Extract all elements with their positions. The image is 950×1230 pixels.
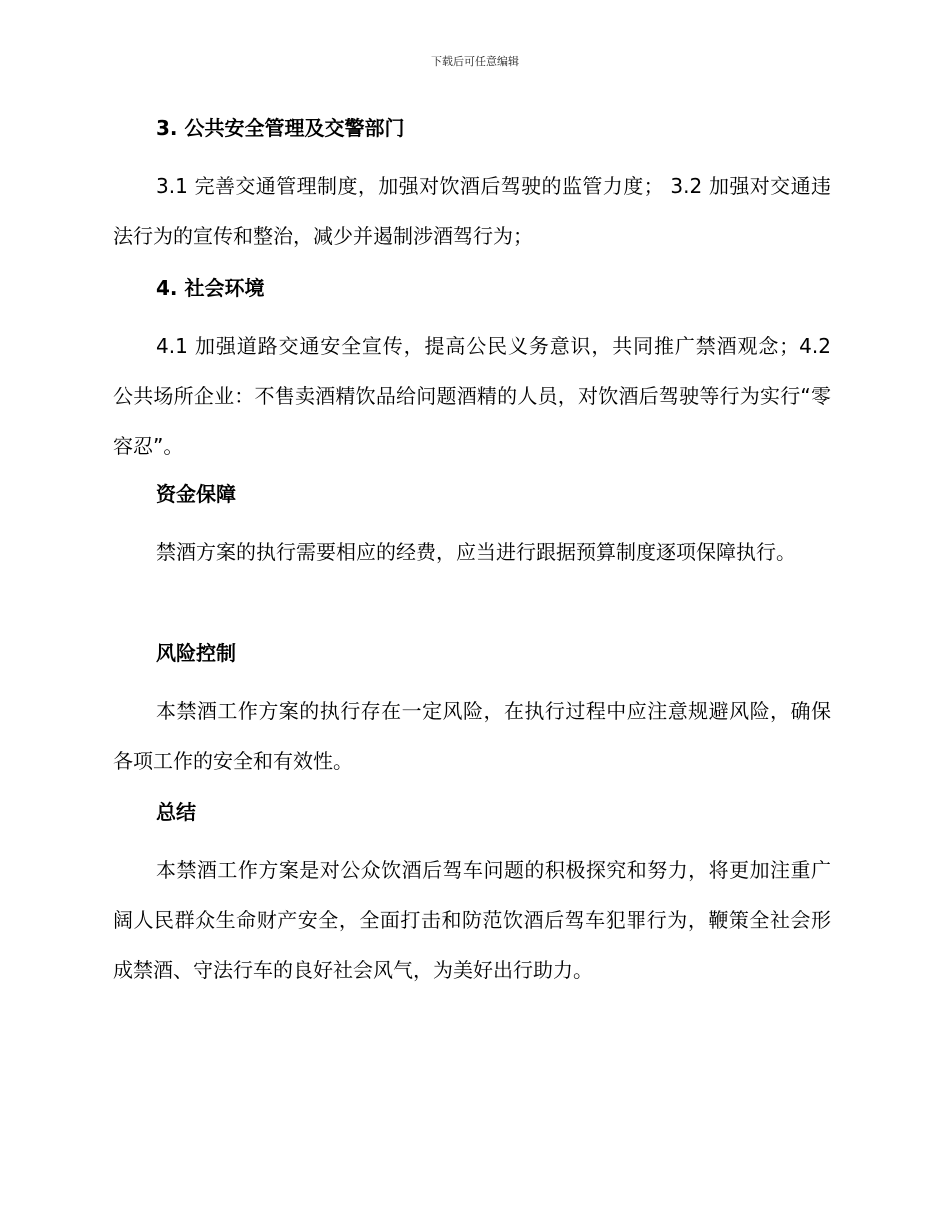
section-paragraph-traffic-police: 3.1 完善交通管理制度，加强对饮酒后驾驶的监管力度； 3.2 加强对交通违法行为的宣传和整治，减少并遏制涉酒驾行为； — [113, 174, 831, 248]
section-paragraph-risk-control: 本禁酒工作方案的执行存在一定风险，在执行过程中应注意规避风险，确保各项工作的安全和有效性。 — [113, 699, 831, 773]
section-heading-summary: 总结 — [156, 800, 196, 824]
section-heading-risk-control: 风险控制 — [156, 641, 236, 665]
section-heading-funding: 资金保障 — [156, 482, 236, 506]
section-heading-social-environment: 4. 社会环境 — [156, 276, 265, 300]
section-paragraph-social-environment: 4.1 加强道路交通安全宣传，提高公民义务意识，共同推广禁酒观念；4.2 公共场所企业：不售卖酒精饮品给问题酒精的人员，对饮酒后驾驶等行为实行“零容忍”。 — [113, 334, 831, 458]
section-paragraph-summary: 本禁酒工作方案是对公众饮酒后驾车问题的积极探究和努力，将更加注重广阔人民群众生命财产安全，全面打击和防范饮酒后驾车犯罪行为，鞭策全社会形成禁酒、守法行车的良好社会风气，为美好出行助力。 — [113, 858, 831, 982]
section-heading-traffic-police: 3. 公共安全管理及交警部门 — [156, 116, 405, 140]
section-paragraph-funding: 禁酒方案的执行需要相应的经费，应当进行跟据预算制度逐项保障执行。 — [156, 540, 796, 564]
page-header: 下载后可任意编辑 — [431, 55, 519, 68]
